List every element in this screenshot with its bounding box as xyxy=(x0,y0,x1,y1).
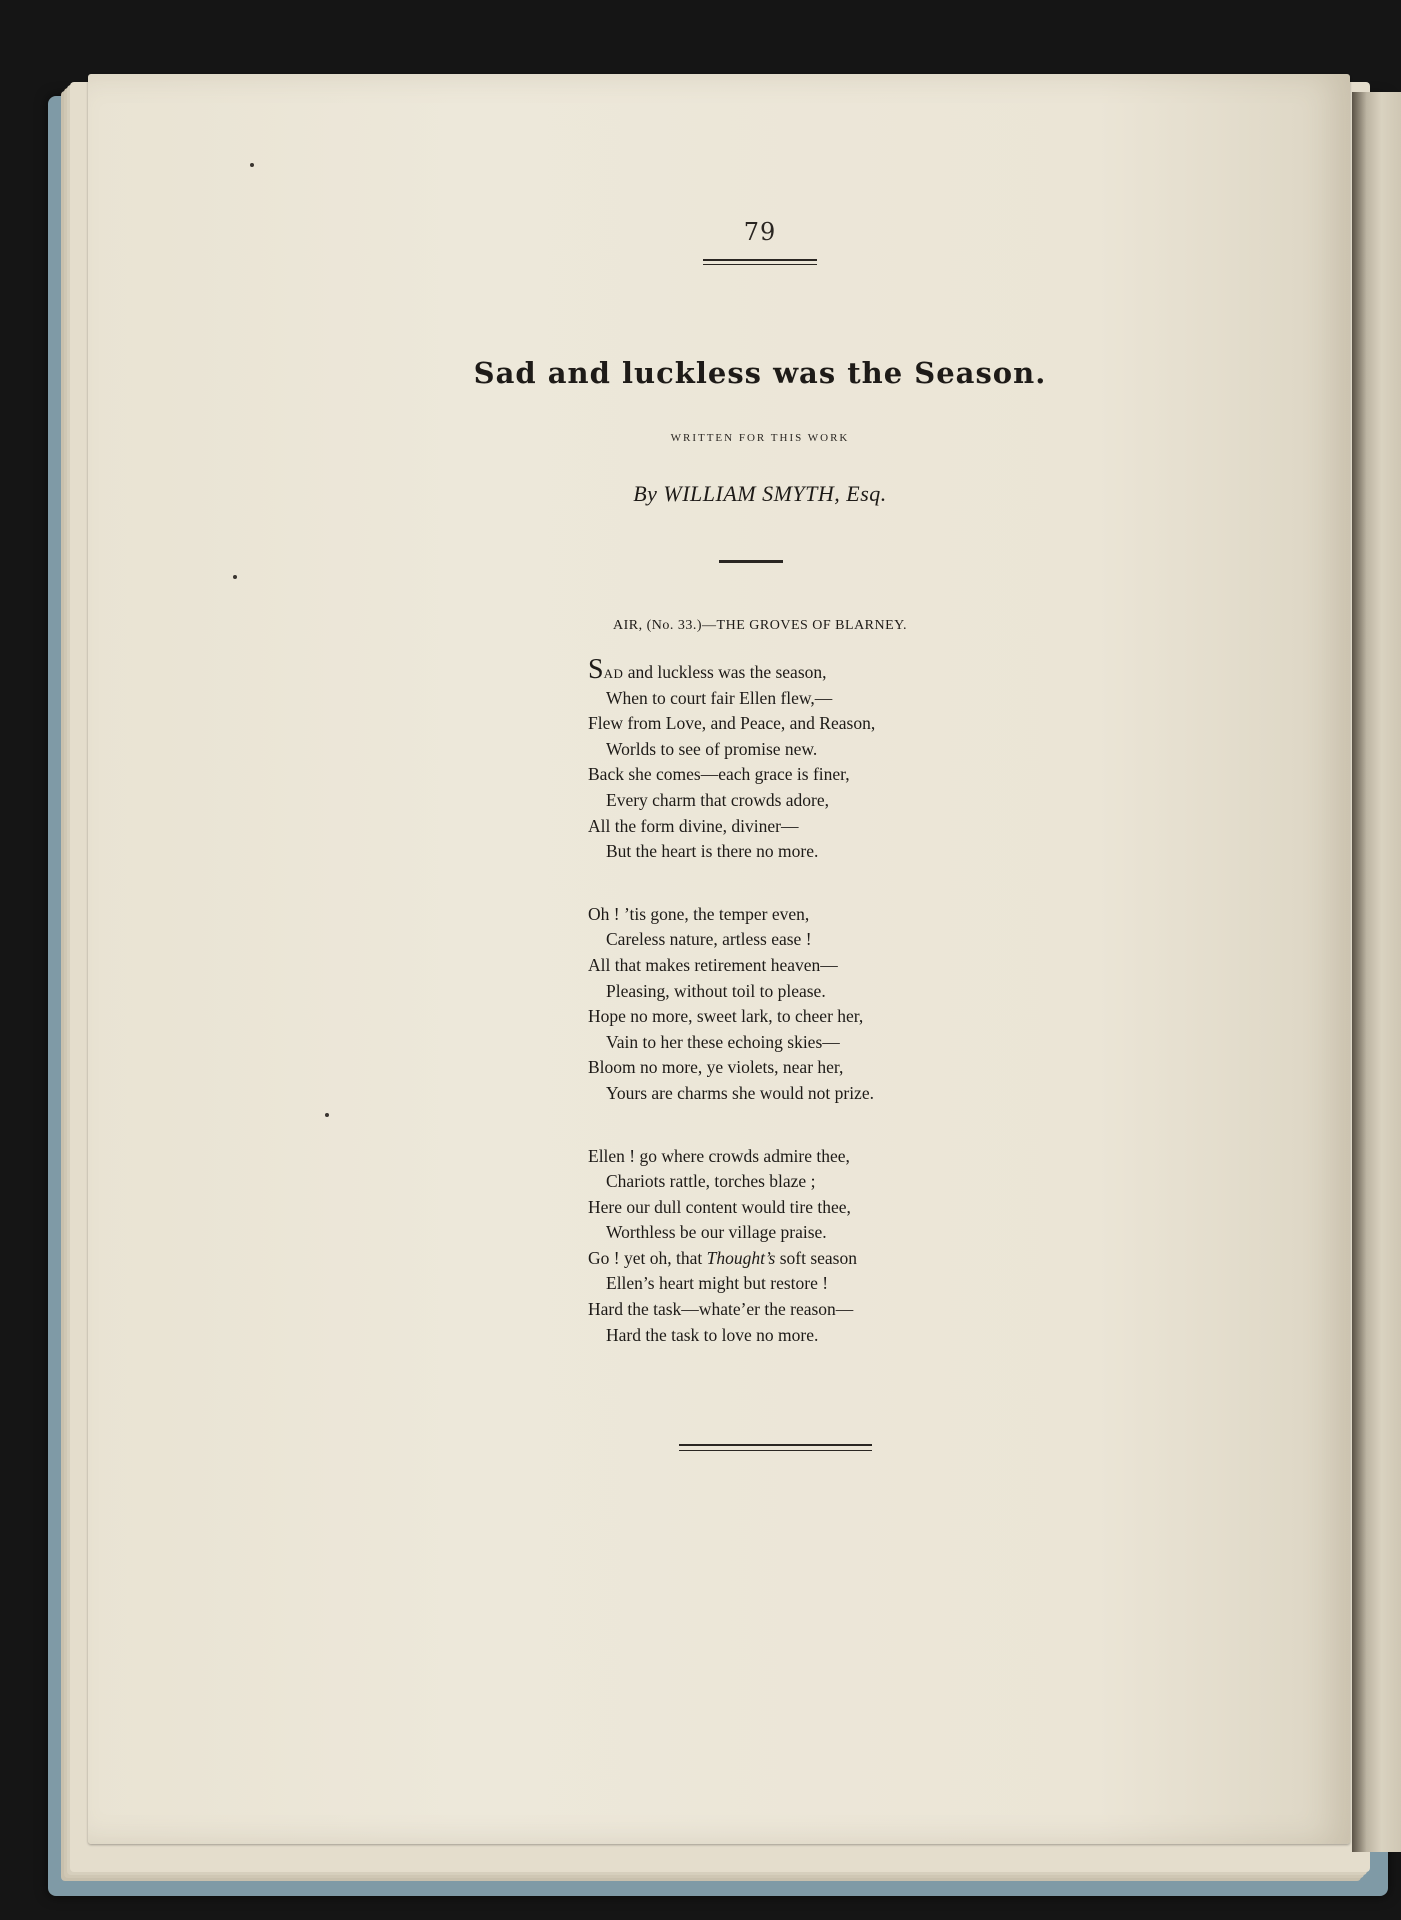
first-line-text: and luckless was the season, xyxy=(623,662,827,682)
italic-word: Thought’s xyxy=(706,1247,776,1268)
poem-line: All the form divine, diviner— xyxy=(588,815,799,836)
poem-line: Careless nature, artless ease ! xyxy=(606,929,812,950)
poem-line xyxy=(588,1246,875,1272)
poem-line: Ellen ! go where crowds admire thee, xyxy=(588,1145,850,1166)
poem-title: Sad and luckless was the Season. xyxy=(473,356,1047,390)
drop-cap: S xyxy=(588,654,604,685)
stanza-1 xyxy=(588,654,876,865)
stanza-3 xyxy=(588,1144,875,1349)
air-reference: AIR, (No. 33.)—THE GROVES OF BLARNEY. xyxy=(613,618,907,633)
page-number-rule xyxy=(703,259,817,261)
poem-line xyxy=(588,654,875,686)
author-divider xyxy=(719,560,783,563)
poem-line: All that makes retirement heaven— xyxy=(588,954,838,975)
end-rule xyxy=(679,1444,872,1446)
line-text: Go ! yet oh, that xyxy=(588,1247,707,1268)
poem-line: Worthless be our village praise. xyxy=(606,1222,827,1243)
poem-line: But the heart is there no more. xyxy=(606,841,819,862)
poem-line: Hard the task to love no more. xyxy=(606,1324,819,1345)
poem-line: Back she comes—each grace is finer, xyxy=(588,764,850,785)
stanza-2 xyxy=(588,902,875,1107)
poem-author: By WILLIAM SMYTH, Esq. xyxy=(633,481,887,506)
poem-line: Every charm that crowds adore, xyxy=(606,789,830,810)
poem-line: Chariots rattle, torches blaze ; xyxy=(606,1171,816,1192)
poem-line: Oh ! ’tis gone, the temper even, xyxy=(588,903,810,924)
poem-line: Bloom no more, ye violets, near her, xyxy=(588,1057,844,1078)
poem-line: Vain to her these echoing skies— xyxy=(606,1031,840,1052)
poem-line: Hard the task—whate’er the reason— xyxy=(588,1299,854,1320)
poem-line: When to court fair Ellen flew,— xyxy=(606,687,833,708)
poem-line: Here our dull content would tire thee, xyxy=(588,1196,851,1217)
poem-line: Pleasing, without toil to please. xyxy=(606,980,826,1001)
poem-line: Flew from Love, and Peace, and Reason, xyxy=(588,713,876,734)
line-text: soft season xyxy=(775,1247,857,1268)
end-rule xyxy=(679,1450,872,1451)
paper-speck xyxy=(325,1113,329,1117)
poem-body xyxy=(588,654,876,1385)
paper-speck xyxy=(250,163,254,167)
page-number: 79 xyxy=(743,218,777,246)
poem-line: Hope no more, sweet lark, to cheer her, xyxy=(588,1006,864,1027)
poem-line: Yours are charms she would not prize. xyxy=(606,1082,874,1103)
poem-line: Worlds to see of promise new. xyxy=(606,738,818,759)
small-caps-word: AD xyxy=(603,666,624,681)
paper-speck xyxy=(233,575,237,579)
poem-subtitle: WRITTEN FOR THIS WORK xyxy=(670,432,850,444)
poem-line: Ellen’s heart might but restore ! xyxy=(606,1273,829,1294)
page-number-rule xyxy=(703,264,817,265)
